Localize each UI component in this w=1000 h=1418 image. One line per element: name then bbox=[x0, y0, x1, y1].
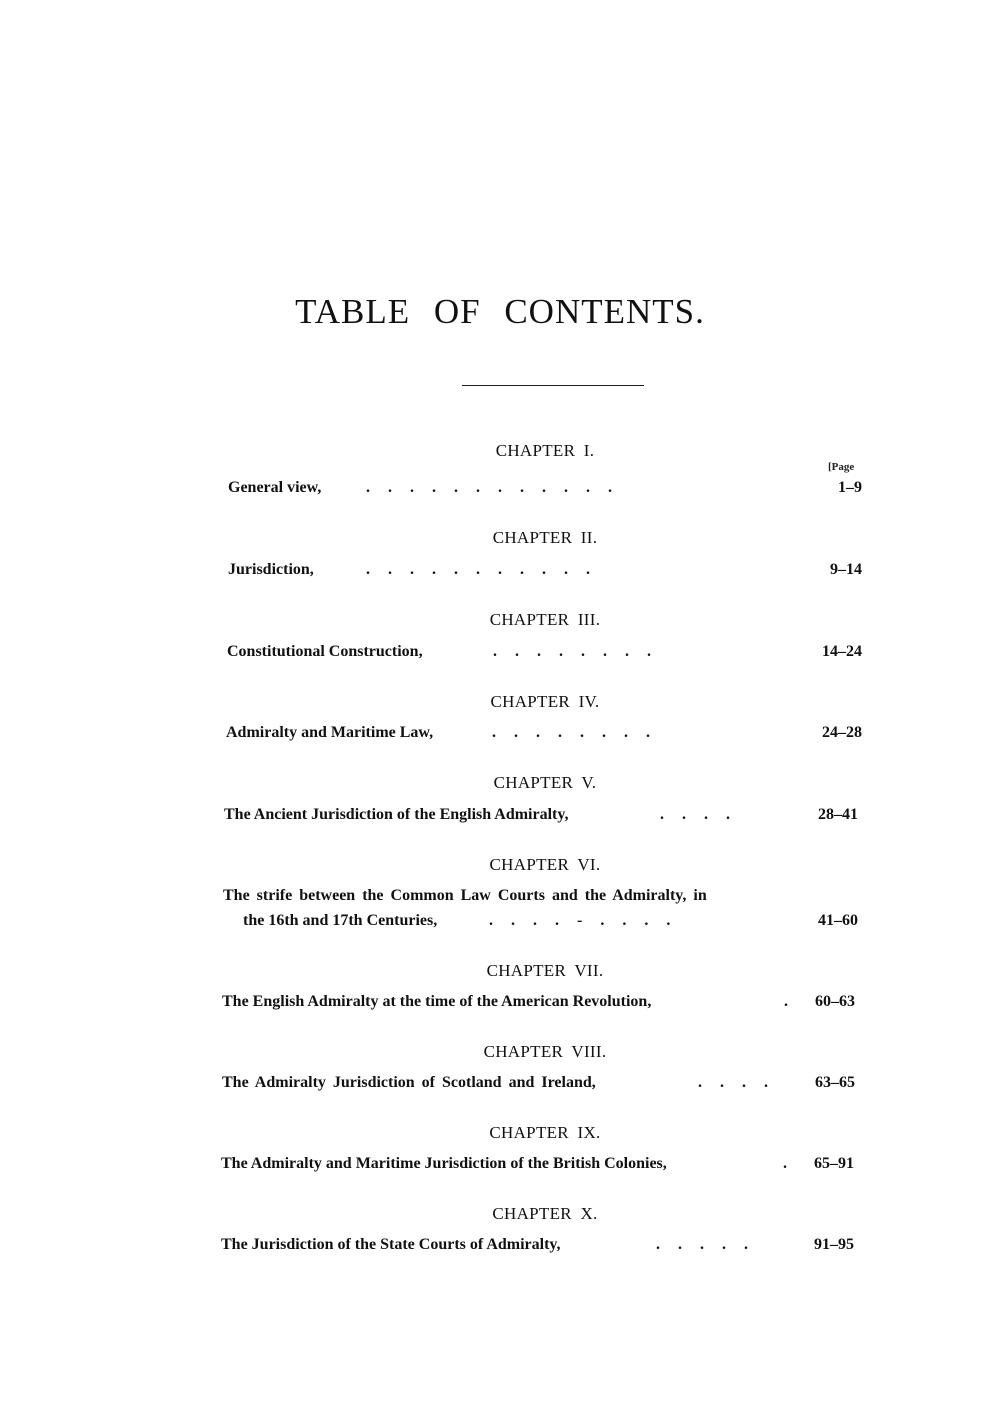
toc-entry-title: Constitutional Construction, bbox=[227, 643, 423, 660]
toc-entry-title: The Admiralty Jurisdiction of Scotland and Ireland, bbox=[222, 1074, 596, 1091]
toc-entry-pages: 9–14 bbox=[830, 561, 862, 578]
toc-entry-pages: 28–41 bbox=[818, 806, 858, 823]
toc-entry-pages: 63–65 bbox=[815, 1074, 855, 1091]
chapter-heading-10: CHAPTER X. bbox=[492, 1204, 598, 1223]
leader-dots: . . . . bbox=[698, 1074, 768, 1091]
page-title: TABLE OF CONTENTS. bbox=[295, 292, 705, 331]
page-column-label: [Page bbox=[828, 461, 855, 473]
leader-dots: . bbox=[783, 1155, 787, 1172]
toc-entry-pages: 60–63 bbox=[815, 993, 855, 1010]
toc-entry-pages: 91–95 bbox=[814, 1236, 854, 1253]
chapter-heading-8: CHAPTER VIII. bbox=[483, 1042, 607, 1061]
leader-dots: . . . . . . . . bbox=[492, 724, 650, 741]
leader-dots: . . . . bbox=[660, 806, 730, 823]
chapter-heading-1: CHAPTER I. bbox=[495, 441, 595, 460]
toc-entry-title: The English Admiralty at the time of the American Revolution, bbox=[222, 993, 652, 1010]
leader-dots: . bbox=[784, 993, 788, 1010]
toc-entry-title: Admiralty and Maritime Law, bbox=[226, 724, 434, 741]
chapter-heading-7: CHAPTER VII. bbox=[486, 961, 604, 980]
leader-dots: . . . . . . . . . . . bbox=[366, 561, 590, 578]
toc-entry-pages: 65–91 bbox=[814, 1155, 854, 1172]
leader-dots: . . . . - . . . . bbox=[489, 912, 671, 929]
leader-dots: . . . . . . . . . . . . bbox=[366, 479, 612, 496]
chapter-heading-5: CHAPTER V. bbox=[493, 773, 597, 792]
chapter-heading-6: CHAPTER VI. bbox=[489, 855, 601, 874]
toc-entry-title: General view, bbox=[228, 479, 322, 496]
title-rule bbox=[462, 385, 644, 386]
chapter-heading-4: CHAPTER IV. bbox=[490, 692, 600, 711]
leader-dots: . . . . . bbox=[656, 1236, 748, 1253]
toc-entry-title-line1: The strife between the Common Law Courts and the Admiralty, in bbox=[223, 887, 707, 904]
toc-entry-pages: 24–28 bbox=[822, 724, 862, 741]
toc-entry-pages: 14–24 bbox=[822, 643, 862, 660]
leader-dots: . . . . . . . . bbox=[493, 643, 651, 660]
toc-entry-pages: 41–60 bbox=[818, 912, 858, 929]
toc-entry-pages: 1–9 bbox=[838, 479, 862, 496]
toc-entry-title-line2: the 16th and 17th Centuries, bbox=[243, 912, 438, 929]
toc-entry-title: The Ancient Jurisdiction of the English Admiralty, bbox=[224, 806, 569, 823]
chapter-heading-3: CHAPTER III. bbox=[489, 610, 601, 629]
chapter-heading-2: CHAPTER II. bbox=[492, 528, 598, 547]
toc-entry-title: Jurisdiction, bbox=[228, 561, 314, 578]
toc-entry-title: The Jurisdiction of the State Courts of Admiralty, bbox=[221, 1236, 561, 1253]
chapter-heading-9: CHAPTER IX. bbox=[489, 1123, 601, 1142]
toc-entry-title: The Admiralty and Maritime Jurisdiction of the British Colonies, bbox=[221, 1155, 667, 1172]
